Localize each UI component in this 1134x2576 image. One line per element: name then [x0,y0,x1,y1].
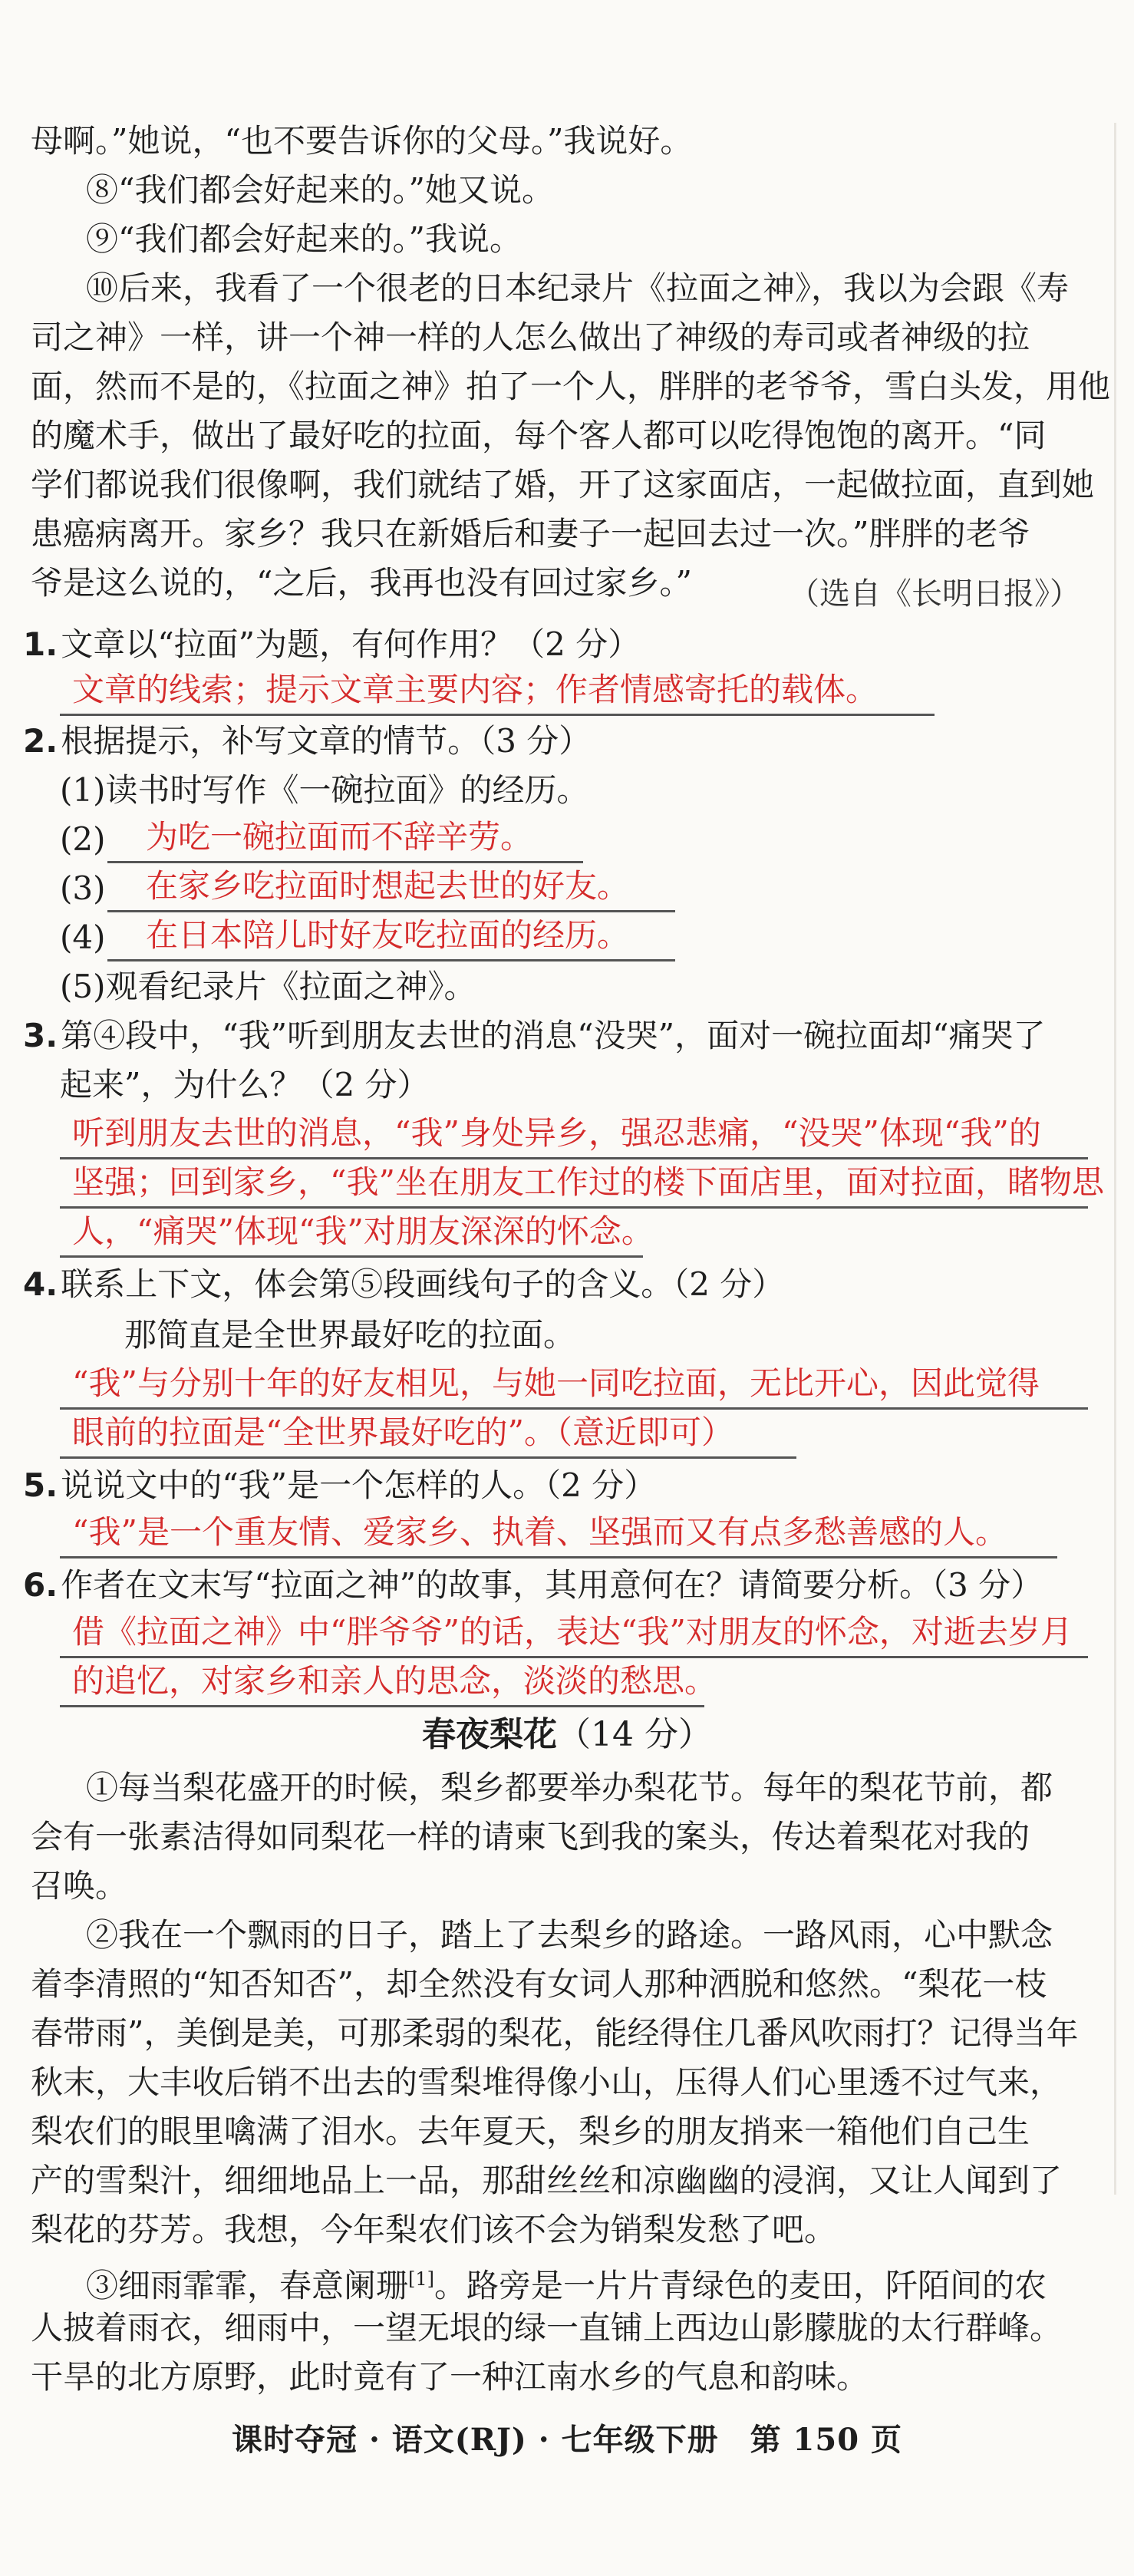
question-5-number: 5. [23,1466,58,1504]
passage2-line-6: 春带雨”，美倒是美，可那柔弱的梨花，能经得住几番风吹雨打？记得当年 [31,2014,1079,2052]
question-4-answer-line-1: “我”与分别十年的好友相见，与她一同吃拉面，无比开心，因此觉得 [60,1360,1088,1410]
passage1-line-2: ⑧“我们都会好起来的。”她又说。 [86,171,554,209]
passage2-line-1: ①每当梨花盛开的时候，梨乡都要举办梨花节。每年的梨花节前，都 [86,1769,1053,1806]
question-2-item-5: (5)观看纪录片《拉面之神》。 [60,968,476,1005]
question-4 [23,1260,1113,1309]
question-1-answer: 文章的线索；提示文章主要内容；作者情感寄托的载体。 [60,666,935,716]
passage2-line-11 [86,2254,1106,2310]
footnote-marker: [1] [408,2268,435,2290]
question-3-number: 3. [23,1017,58,1054]
passage2-line-7: 秋末，大丰收后销不出去的雪梨堆得像小山，压得人们心里透不过气来， [31,2063,1063,2101]
question-6-answer-line-1: 借《拉面之神》中“胖爷爷”的话，表达“我”对朋友的怀念，对逝去岁月 [60,1608,1088,1658]
passage2-title-text: 春夜梨花 [422,1715,557,1754]
passage2-line-9: 产的雪梨汁，细细地品上一品，那甜丝丝和凉幽幽的浸润，又让人闻到了 [31,2162,1063,2199]
passage1-line-8: 学们都说我们很像啊，我们就结了婚，开了这家面店，一起做拉面，直到她 [31,466,1095,503]
passage2-title [0,1708,1134,1762]
passage1-line-9: 患癌病离开。家乡？我只在新婚后和妻子一起回去过一次。”胖胖的老爷 [31,515,1030,552]
question-5 [23,1461,1113,1510]
question-6-answer-line-2: 的追忆，对家乡和亲人的思念，淡淡的愁思。 [60,1657,704,1707]
question-3-answer-line-2: 坚强；回到家乡，“我”坐在朋友工作过的楼下面店里，面对拉面，睹物思 [60,1159,1088,1209]
passage2-line-13: 干旱的北方原野，此时竟有了一种江南水乡的气息和韵味。 [31,2358,869,2396]
passage2-line-2: 会有一张素洁得如同梨花一样的请柬飞到我的案头，传达着梨花对我的 [31,1818,1030,1855]
passage1-source: （选自《长明日报》） [789,576,1080,612]
question-2 [23,717,1113,766]
page-edge-shadow [1114,123,1116,2195]
question-3-answer-line-3: 人，“痛哭”体现“我”对朋友深深的怀念。 [60,1208,643,1258]
passage1-line-7: 的魔术手，做出了最好吃的拉面，每个客人都可以吃得饱饱的离开。“同 [31,417,1047,454]
question-3-answer-line-1: 听到朋友去世的消息，“我”身处异乡，强忍悲痛，“没哭”体现“我”的 [60,1110,1088,1159]
question-4-number: 4. [23,1265,58,1303]
question-2-item-4-label: (4) [60,919,106,956]
passage2-score: （14 分） [557,1715,712,1754]
question-1-number: 1. [23,625,58,663]
passage2-line-4: ②我在一个飘雨的日子，踏上了去梨乡的路途。一路风雨，心中默念 [86,1916,1053,1954]
passage2-line-10: 梨花的芬芳。我想，今年梨农们该不会为销梨发愁了吧。 [31,2211,837,2248]
passage1-line-1: 母啊。”她说，“也不要告诉你的父母。”我说好。 [31,122,693,160]
question-4-answer-line-2: 眼前的拉面是“全世界最好吃的”。（意近即可） [60,1409,796,1459]
passage1-line-3: ⑨“我们都会好起来的。”我说。 [86,220,522,258]
passage2-line-3: 召唤。 [31,1867,128,1905]
question-4-text: 联系上下文，体会第⑤段画线句子的含义。（2 分） [61,1265,785,1303]
question-6-text: 作者在文末写“拉面之神”的故事，其用意何在？请简要分析。（3 分） [61,1566,1043,1604]
passage1-line-5: 司之神》一样，讲一个神一样的人怎么做出了神级的寿司或者神级的拉 [31,318,1030,356]
question-2-item-1: (1)读书时写作《一碗拉面》的经历。 [60,771,589,809]
passage2-line-5: 着李清照的“知否知否”，却全然没有女词人那种洒脱和悠然。“梨花一枝 [31,1965,1047,2003]
question-3-text-cont: 起来”，为什么？（2 分） [60,1066,430,1103]
passage1-line-10: 爷是这么说的，“之后，我再也没有回过家乡。” [31,564,692,602]
passage1-line-4: ⑩后来，我看了一个很老的日本纪录片《拉面之神》，我以为会跟《寿 [86,269,1070,307]
question-4-quote: 那简直是全世界最好吃的拉面。 [124,1316,576,1354]
question-1-text: 文章以“拉面”为题，有何作用？（2 分） [61,625,641,663]
question-2-item-2-answer: 为吃一碗拉面而不辞辛劳。 [107,813,583,863]
question-5-answer: “我”是一个重友情、爱家乡、执着、坚强而又有点多愁善感的人。 [60,1509,1057,1558]
question-2-item-2-label: (2) [60,820,106,858]
passage2-line-11-start: ③细雨霏霏，春意阑珊 [86,2267,409,2304]
question-2-item-3-label: (3) [60,869,106,907]
passage1-line-6: 面，然而不是的，《拉面之神》拍了一个人，胖胖的老爷爷，雪白头发，用他 [31,368,1111,405]
question-2-item-4-answer: 在日本陪儿时好友吃拉面的经历。 [107,912,675,961]
passage2-line-12: 人披着雨衣，细雨中，一望无垠的绿一直铺上西边山影朦胧的太行群峰。 [31,2309,1063,2347]
passage2-line-8: 梨农们的眼里噙满了泪水。去年夏天，梨乡的朋友捎来一箱他们自己生 [31,2113,1030,2150]
question-6-number: 6. [23,1566,58,1604]
question-5-text: 说说文中的“我”是一个怎样的人。（2 分） [61,1466,657,1504]
question-2-item-3-answer: 在家乡吃拉面时想起去世的好友。 [107,863,675,912]
question-1 [23,620,1113,669]
question-2-number: 2. [23,722,58,760]
page-footer: 课时夺冠 · 语文(RJ) · 七年级下册 第 150 页 [232,2422,902,2458]
passage2-line-11-rest: 。路旁是一片片青绿色的麦田，阡陌间的农 [434,2267,1047,2304]
question-3 [23,1011,1113,1060]
question-3-text: 第④段中，“我”听到朋友去世的消息“没哭”，面对一碗拉面却“痛哭了 [61,1017,1046,1054]
question-2-text: 根据提示，补写文章的情节。（3 分） [61,722,592,760]
question-6 [23,1561,1113,1610]
